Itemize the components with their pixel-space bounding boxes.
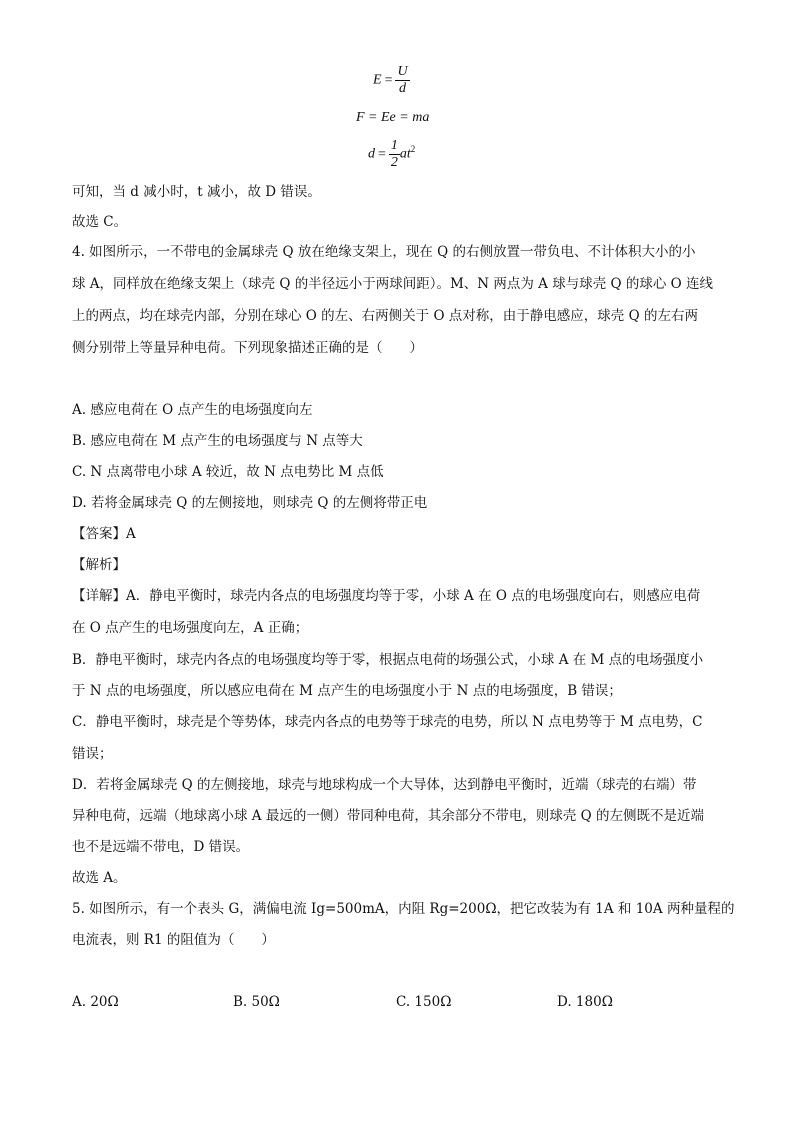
question-5-stem: 5. 如图所示，有一个表头 G，满偏电流 Ig=500mA，内阻 Rg=200Ω，把它改装为有 1A 和 10A 两种量程的 [72,901,735,917]
text-line: 可知，当 d 减小时，t 减小，故 D 错误。 [72,184,321,200]
explanation-line: 在 O 点产生的电场强度向左，A 正确； [72,620,309,636]
q5-option-b: B. 50Ω [233,994,280,1010]
text-line: 故选 A。 [72,870,127,886]
question-5-stem: 电流表，则 R1 的阻值为（ ） [72,932,275,948]
explanation-line: 于 N 点的电场强度，所以感应电荷在 M 点产生的电场强度小于 N 点的电场强度，B 错误； [72,683,622,699]
q5-option-c: C. 150Ω [396,994,452,1010]
question-4-stem: 4. 如图所示，一不带电的金属球壳 Q 放在绝缘支架上，现在 Q 的右侧放置一带负电、不计体积大小的小 [72,244,696,260]
answer-label: 【答案】A [72,526,136,542]
explanation-line: 【详解】A．静电平衡时，球壳内各点的电场强度均等于零，小球 A 在 O 点的电场强度向右，则感应电荷 [72,588,701,604]
explanation-line: D．若将金属球壳 Q 的左侧接地，球壳与地球构成一个大导体，达到静电平衡时，近端（球壳的右端）带 [72,777,697,793]
option-c: C. N 点离带电小球 A 较近，故 N 点电势比 M 点低 [72,464,384,480]
q5-option-a: A. 20Ω [72,994,119,1010]
fraction-u-over-d: $\frac{U}{d}$ [397,64,408,96]
option-a: A. 感应电荷在 O 点产生的电场强度向左 [72,402,313,418]
formula-d-half-at2: d = $\frac{1}{2}$ $at^2$ [368,138,416,170]
analysis-label: 【解析】 [72,557,126,573]
explanation-line: B．静电平衡时，球壳内各点的电场强度均等于零，根据点电荷的场强公式，小球 A 在 M 点的电场强度小 [72,652,704,668]
formula-f-ee-ma: F = Ee = ma [356,110,430,125]
option-d: D. 若将金属球壳 Q 的左侧接地，则球壳 Q 的左侧将带正电 [72,495,428,511]
text-line: 故选 C。 [72,214,128,230]
explanation-line: 也不是远端不带电，D 错误。 [72,839,250,855]
question-4-stem: 球 A，同样放在绝缘支架上（球壳 Q 的半径远小于两球间距）。M、N 两点为 A 球与球壳 Q 的球心 O 连线 [72,276,713,292]
fraction-one-half: $\frac{1}{2}$ [390,138,398,170]
question-4-stem: 侧分别带上等量异种电荷。下列现象描述正确的是（ ） [72,340,423,356]
question-4-stem: 上的两点，均在球壳内部，分别在球心 O 的左、右两侧关于 O 点对称，由于静电感应，球壳 Q 的左右两 [72,308,698,324]
explanation-line: 异种电荷，远端（地球离小球 A 最远的一侧）带同种电荷，其余部分不带电，则球壳 Q 的左侧既不是近端 [72,808,704,824]
option-b: B. 感应电荷在 M 点产生的电场强度与 N 点等大 [72,433,363,449]
explanation-line: 错误； [72,746,113,762]
q5-option-d: D. 180Ω [557,994,613,1010]
formula-e-equals-u-over-d: E = $\frac{U}{d}$ [373,64,408,96]
explanation-line: C．静电平衡时，球壳是个等势体，球壳内各点的电势等于球壳的电势，所以 N 点电势等于 M 点电势，C [72,714,703,730]
